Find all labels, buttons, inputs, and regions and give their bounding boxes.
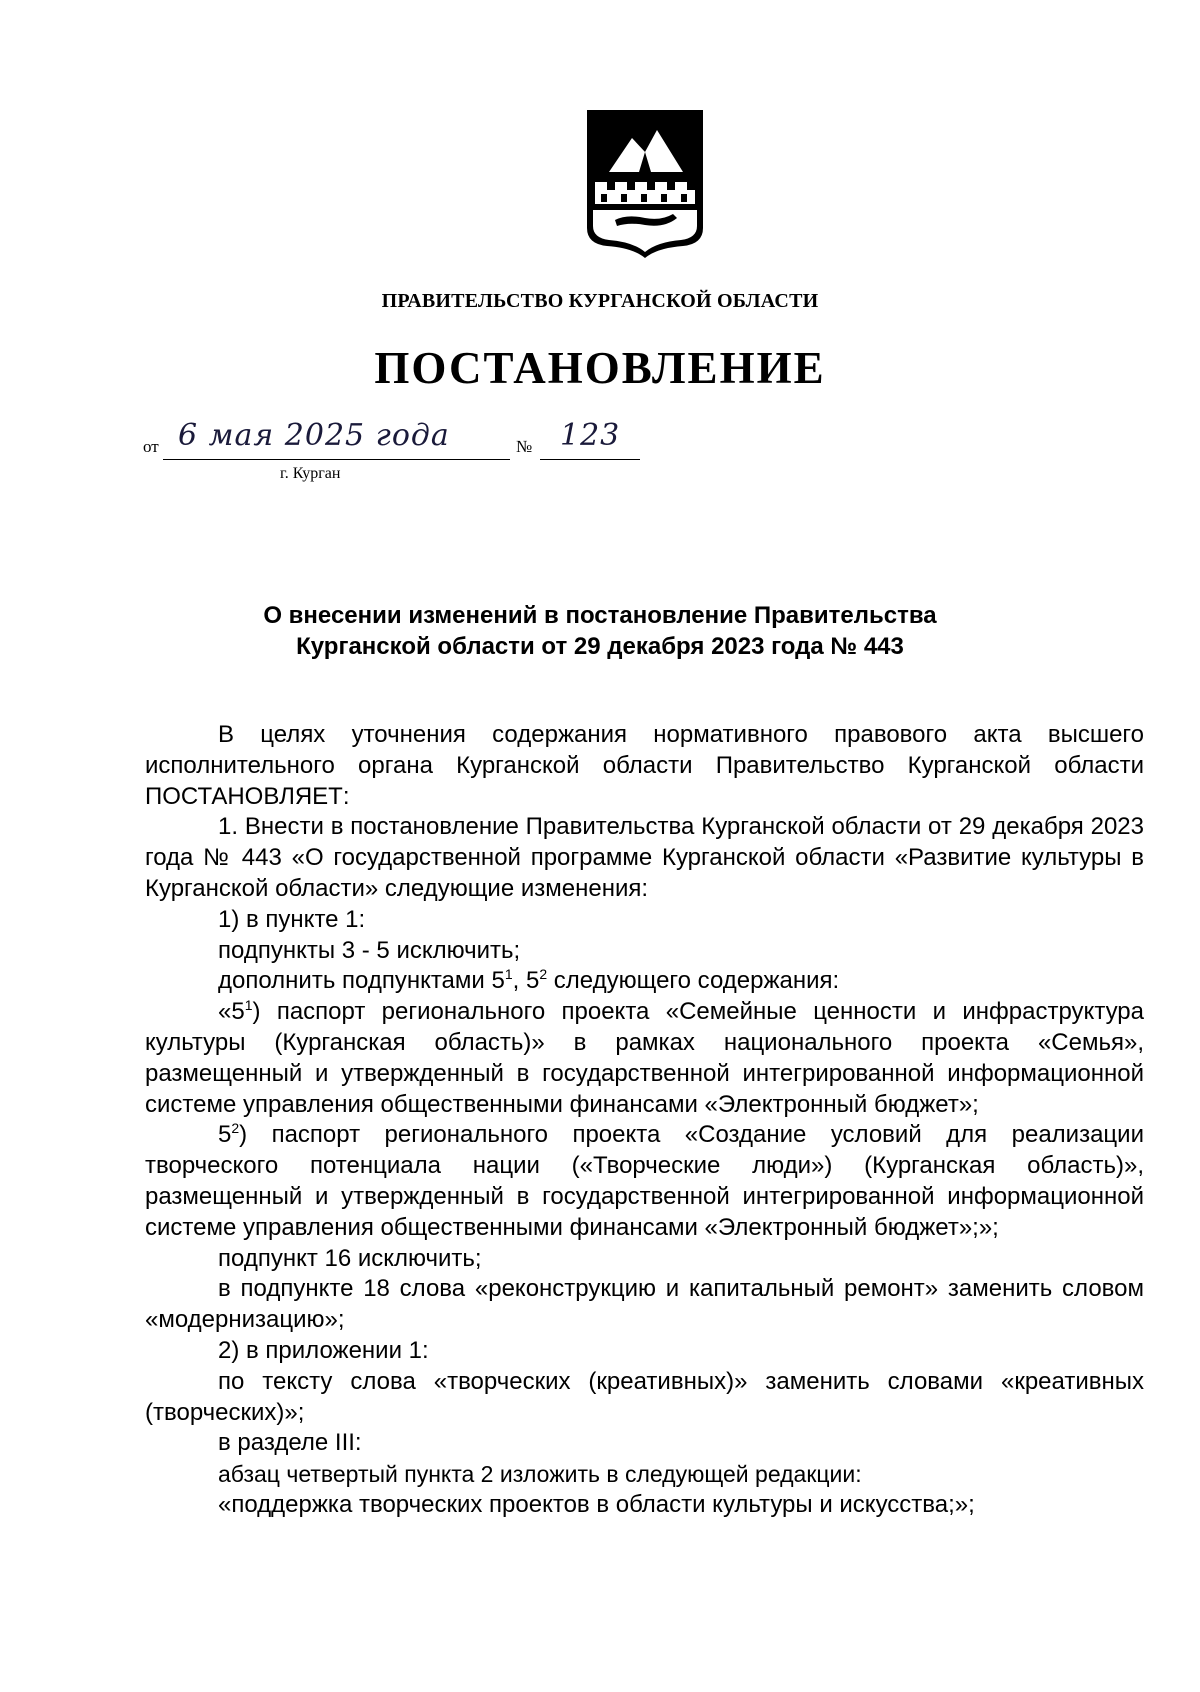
exclude-subitems-paragraph: подпункты 3 - 5 исключить; bbox=[218, 936, 521, 964]
date-underline bbox=[163, 459, 510, 460]
subitem-18-paragraph: в подпункте 18 слова «реконструкцию и капитальный ремонт» заменить словом «модернизацию»; bbox=[145, 1275, 1144, 1334]
date-prefix: от bbox=[143, 437, 159, 456]
subclause-2-heading: 2) в приложении 1: bbox=[218, 1336, 429, 1364]
handwritten-number: 123 bbox=[560, 418, 621, 453]
coat-of-arms-icon bbox=[587, 110, 703, 258]
document-subject bbox=[0, 600, 1200, 662]
clause-1-paragraph: 1. Внести в постановление Правительства Курганской области от 29 декабря 2023 года № 443 «О государственной программе Курганской области «Развитие культуры в Курганской области» следующие изменения: bbox=[145, 813, 1144, 902]
number-underline bbox=[540, 459, 640, 460]
subject-line-2: Курганской области от 29 декабря 2023 года № 443 bbox=[296, 633, 904, 660]
exclude-subitem-16-paragraph: подпункт 16 исключить; bbox=[218, 1244, 482, 1272]
document-body bbox=[145, 720, 1144, 1521]
subclause-1-heading: 1) в пункте 1: bbox=[218, 905, 366, 933]
subitem-5-1-paragraph: «$5^1$) паспорт регионального проекта «Семейные ценности и инфраструктура культуры (Курганская область)» в рамках национального проекта «Семья», размещенный и утвержденный в государственной интегрированной информационной системе управления общественными финансами «Электронный бюджет»; bbox=[145, 997, 1144, 1118]
handwritten-date: 6 мая 2025 года bbox=[178, 418, 450, 453]
paragraph-4-point-2: абзац четвертый пункта 2 изложить в следующей редакции: bbox=[218, 1461, 862, 1488]
city-label: г. Курган bbox=[280, 465, 341, 482]
replace-words-paragraph: по тексту слова «творческих (креативных)» заменить словами «креативных (творческих)»; bbox=[145, 1367, 1144, 1426]
section-3-heading: в разделе III: bbox=[218, 1429, 362, 1457]
government-name: ПРАВИТЕЛЬСТВО КУРГАНСКОЙ ОБЛАСТИ bbox=[381, 290, 819, 312]
subitem-5-2-paragraph: $5^2$) паспорт регионального проекта «Создание условий для реализации творческого потенциала нации («Творческие люди») (Курганская область)», размещенный и утвержденный в государственной интегрированной информационной системе управления общественными финансами «Электронный бюджет»;»; bbox=[145, 1120, 1144, 1241]
number-prefix: № bbox=[516, 437, 533, 456]
preamble-paragraph: В целях уточнения содержания нормативного правового акта высшего исполнительного органа Курганской области Правительство Курганской области ПОСТАНОВЛЯЕТ: bbox=[145, 721, 1144, 810]
add-subitems-paragraph: дополнить подпунктами $5^1$, $5^2$ следующего содержания: bbox=[218, 966, 840, 995]
document-type-title: ПОСТАНОВЛЕНИЕ bbox=[374, 343, 826, 393]
subject-line-1: О внесении изменений в постановление Правительства bbox=[263, 602, 937, 629]
support-creative-projects-paragraph: «поддержка творческих проектов в области культуры и искусства;»; bbox=[218, 1490, 975, 1518]
